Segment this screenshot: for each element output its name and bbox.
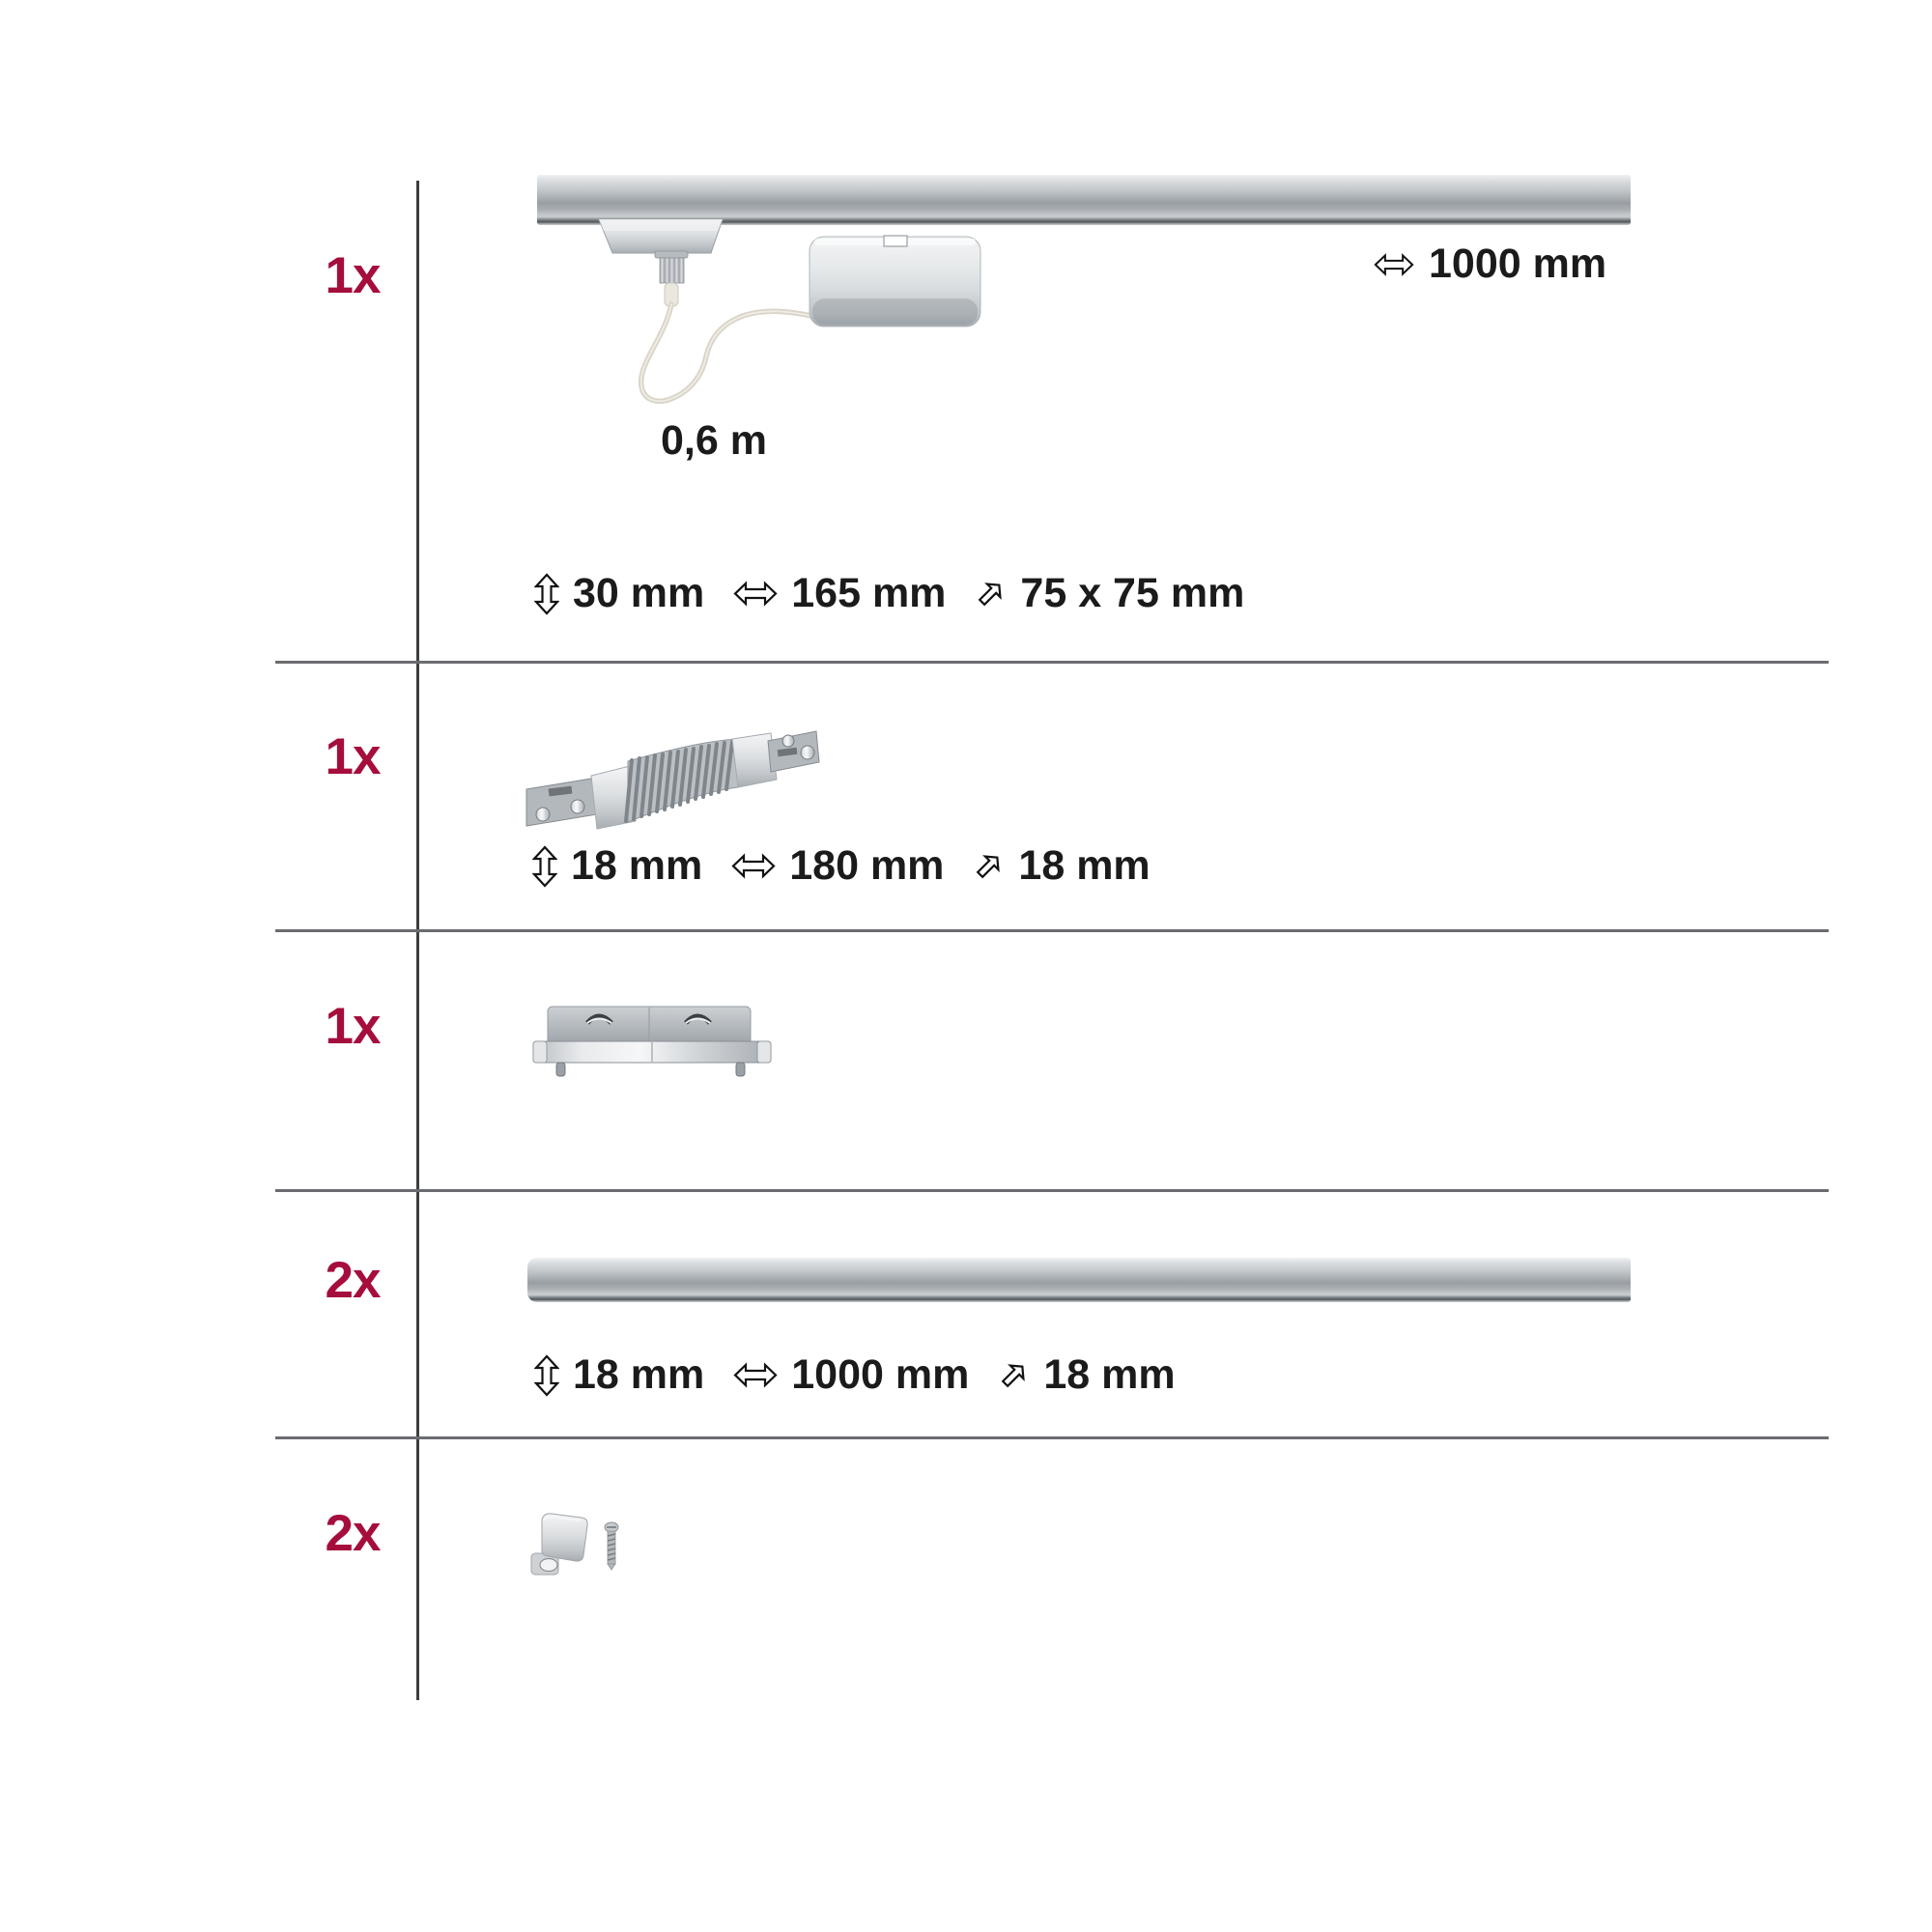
quantity-label-row-5: 2x <box>325 1505 381 1562</box>
dimension-value: 165 mm <box>791 570 947 616</box>
width-arrow-icon <box>731 853 776 879</box>
width-arrow-icon <box>733 581 778 607</box>
quantity-label-row-3: 1x <box>325 998 381 1055</box>
row-divider-1 <box>275 661 1829 664</box>
dimension-value: 18 mm <box>1018 842 1151 889</box>
dimensions-row-1 <box>534 570 1244 617</box>
row-divider-4 <box>275 1436 1829 1439</box>
rail-length-label <box>1374 241 1606 288</box>
vertical-divider-line <box>416 181 419 1700</box>
dimension-height <box>534 570 704 617</box>
track-connector-image <box>522 995 782 1092</box>
rail-length-value: 1000 mm <box>1429 241 1607 287</box>
dimension-projection <box>973 842 1150 890</box>
dimension-value: 18 mm <box>571 842 703 889</box>
dimension-height <box>534 1351 704 1399</box>
height-arrow-icon <box>534 1354 559 1397</box>
width-arrow-icon <box>1374 252 1414 277</box>
quantity-label-row-2: 1x <box>325 728 381 785</box>
width-arrow-icon <box>733 1362 778 1388</box>
dimensions-row-4 <box>534 1351 1176 1399</box>
height-arrow-icon <box>532 845 557 888</box>
quantity-label-row-4: 2x <box>325 1252 381 1309</box>
power-feed-assembly-image <box>580 217 995 411</box>
dimension-value: 180 mm <box>789 842 945 889</box>
dimension-width <box>733 570 946 617</box>
dimension-width <box>733 1351 969 1399</box>
end-cap-and-screw-image <box>522 1505 638 1594</box>
dimension-width <box>731 842 944 890</box>
dimension-value: 18 mm <box>573 1351 705 1398</box>
quantity-label-row-1: 1x <box>325 247 381 304</box>
dimension-value: 18 mm <box>1043 1351 1176 1398</box>
dimension-value: 75 x 75 mm <box>1020 570 1245 616</box>
cable-length-label: 0,6 m <box>661 417 767 464</box>
row-divider-3 <box>275 1189 1829 1192</box>
dimension-height <box>532 842 702 890</box>
diagonal-arrow-icon <box>998 1359 1030 1391</box>
dimension-value: 30 mm <box>573 570 705 616</box>
flex-connector-image <box>522 729 976 836</box>
row-divider-2 <box>275 929 1829 932</box>
dimension-value: 1000 mm <box>791 1351 970 1398</box>
track-rail-image <box>527 1258 1631 1302</box>
dimension-projection <box>998 1351 1175 1399</box>
dimension-projection <box>975 570 1244 617</box>
dimensions-row-2 <box>532 842 1151 890</box>
diagonal-arrow-icon <box>973 850 1005 882</box>
diagonal-arrow-icon <box>975 578 1007 610</box>
height-arrow-icon <box>534 573 559 615</box>
